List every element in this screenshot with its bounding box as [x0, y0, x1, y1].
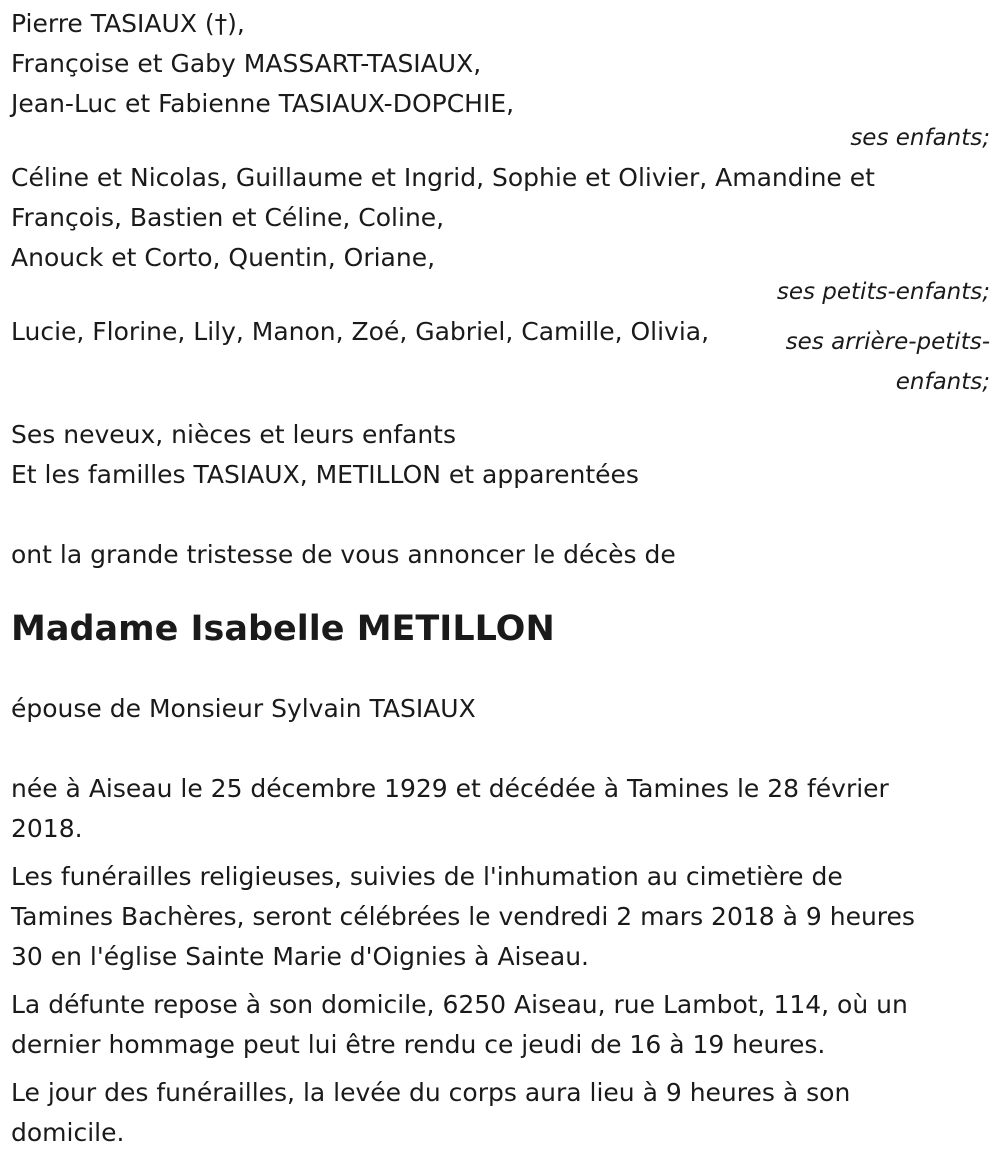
visitation-paragraph	[11, 985, 990, 1065]
great-grandchildren-role-continued: enfants;	[895, 369, 990, 395]
birth-death-line: 2018.	[11, 814, 83, 843]
grandchildren-line: Céline et Nicolas, Guillaume et Ingrid, Sophie et Olivier, Amandine et	[11, 163, 875, 192]
departure-paragraph	[11, 1073, 990, 1153]
visitation-line: La défunte repose à son domicile, 6250 Aiseau, rue Lambot, 114, où un	[11, 990, 908, 1019]
great-grandchildren-block	[11, 312, 990, 395]
grandchildren-line: François, Bastien et Céline, Coline,	[11, 203, 445, 232]
spouse-text: épouse de Monsieur Sylvain TASIAUX	[11, 694, 476, 723]
great-grandchildren-role: ses arrière-petits-	[785, 329, 990, 355]
extended-family-line: Ses neveux, nièces et leurs enfants	[11, 420, 456, 449]
great-grandchildren-line: Lucie, Florine, Lily, Manon, Zoé, Gabriel, Camille, Olivia,	[11, 317, 710, 346]
announcement-text: ont la grande tristesse de vous annoncer le décès de	[11, 540, 676, 569]
funeral-paragraph	[11, 857, 990, 977]
children-line: Jean-Luc et Fabienne TASIAUX-DOPCHIE,	[11, 89, 515, 118]
birth-death-paragraph	[11, 769, 990, 849]
grandchildren-block	[11, 158, 990, 306]
children-line: Françoise et Gaby MASSART-TASIAUX,	[11, 49, 482, 78]
children-line: Pierre TASIAUX (†),	[11, 9, 245, 38]
extended-family-block	[11, 415, 990, 495]
funeral-line: Tamines Bachères, seront célébrées le vendredi 2 mars 2018 à 9 heures	[11, 902, 915, 931]
funeral-line: 30 en l'église Sainte Marie d'Oignies à Aiseau.	[11, 942, 590, 971]
birth-death-line: née à Aiseau le 25 décembre 1929 et décédée à Tamines le 28 février	[11, 774, 889, 803]
departure-line: domicile.	[11, 1118, 125, 1147]
deceased-name: Madame Isabelle METILLON	[11, 609, 555, 649]
extended-family-line: Et les familles TASIAUX, METILLON et apparentées	[11, 460, 639, 489]
funeral-line: Les funérailles religieuses, suivies de l'inhumation au cimetière de	[11, 862, 843, 891]
children-block	[11, 4, 990, 152]
grandchildren-role: ses petits-enfants;	[776, 279, 990, 305]
departure-line: Le jour des funérailles, la levée du corps aura lieu à 9 heures à son	[11, 1078, 851, 1107]
children-role: ses enfants;	[850, 125, 990, 151]
visitation-line: dernier hommage peut lui être rendu ce jeudi de 16 à 19 heures.	[11, 1030, 826, 1059]
grandchildren-line: Anouck et Corto, Quentin, Oriane,	[11, 243, 436, 272]
